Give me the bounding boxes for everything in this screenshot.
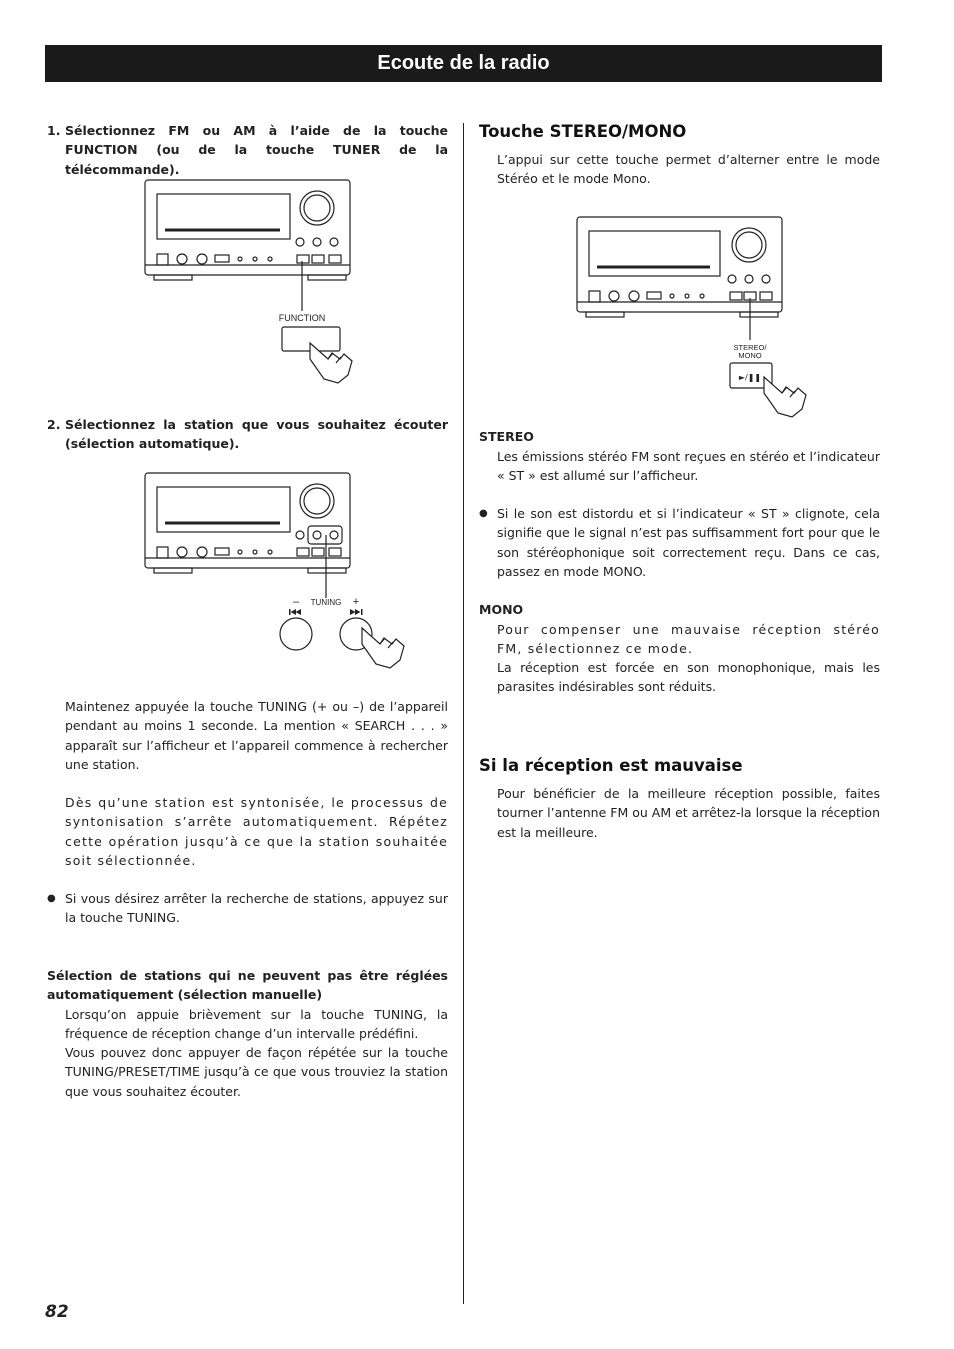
mono-paragraph-1: Pour compenser une mauvaise réception stéréo FM, sélectionnez ce mode. [497,622,880,657]
stop-search-bullet [47,889,448,928]
tuning-paragraph-1: Maintenez appuyée la touche TUNING (+ ou –) de l’appareil pendant au moins 1 seconde. La mention « SEARCH . . . » apparaît sur l’afficheur et l’appareil commence à rechercher une station. [65,699,448,773]
bullet-text: Si le son est distordu et si l’indicateur « ST » clignote, cela signifie que le signal n’est pas suffisamment fort pour que le son stéréophonique soit correctement reçu. Dans ce cas, passez en mode MONO. [497,506,880,580]
function-label: FUNCTION [278,313,326,323]
stereo-mono-heading: Touche STEREO/MONO [479,122,687,141]
device-figure-tuning [140,468,410,673]
stereo-text: Les émissions stéréo FM sont reçues en stéréo et l’indicateur « ST » est allumé sur l’afficheur. [497,449,880,484]
stereo-label-line1: STEREO/ [733,343,767,352]
tuning-minus-label: – [292,596,300,608]
column-divider [463,123,464,1304]
mono-heading: MONO [479,602,524,617]
step-number: 1. [47,123,61,138]
pointing-hand-icon [310,343,352,383]
page-number: 82 [45,1302,69,1322]
pointing-hand-icon [764,377,806,417]
manual-paragraph-1: Lorsqu’on appuie brièvement sur la touche TUNING, la fréquence de réception change d’un intervalle prédéfini. [65,1007,448,1042]
manual-selection-heading: Sélection de stations qui ne peuvent pas être réglées automatiquement (sélection manuelle) [47,968,448,1003]
stereo-mono-intro: L’appui sur cette touche permet d’alterner entre le mode Stéréo et le mode Mono. [497,152,880,187]
page-title: Ecoute de la radio [45,45,882,82]
tuning-label: TUNING [310,598,342,607]
play-pause-icon: ►/❚❚ [738,373,762,382]
tuning-plus-label: + [352,596,360,608]
bullet-dot-icon: ● [479,508,488,519]
device-figure-stereo-mono [572,212,812,417]
step-text: Sélectionnez FM ou AM à l’aide de la touche FUNCTION (ou de la touche TUNER de la télécommande). [65,123,448,177]
pointing-hand-icon [362,628,404,668]
device-figure-function [140,175,360,385]
mono-paragraph-2: La réception est forcée en son monophonique, mais les parasites indésirables sont réduits. [497,660,880,695]
step-1 [47,121,448,179]
step-number: 2. [47,417,61,432]
bullet-text: Si vous désirez arrêter la recherche de stations, appuyez sur la touche TUNING. [65,891,448,926]
stereo-label-line2: MONO [738,351,762,360]
step-text: Sélectionnez la station que vous souhaitez écouter (sélection automatique). [65,417,448,452]
bullet-dot-icon: ● [47,893,56,904]
step-2 [47,415,448,454]
stereo-heading: STEREO [479,429,534,444]
stereo-bullet [479,504,880,582]
bad-reception-text: Pour bénéficier de la meilleure réception possible, faites tourner l’antenne FM ou AM et arrêtez-la lorsque la réception est la meilleure. [497,786,880,840]
bad-reception-heading: Si la réception est mauvaise [479,756,743,775]
tuning-paragraph-2: Dès qu’une station est syntonisée, le processus de syntonisation s’arrête automatiquement. Répétez cette opération jusqu’à ce que la station souhaitée soit sélectionnée. [65,795,448,869]
manual-paragraph-2: Vous pouvez donc appuyer de façon répétée sur la touche TUNING/PRESET/TIME jusqu’à ce que vous trouviez la station que vous souhaitez écouter. [65,1045,448,1099]
skip-back-icon [289,609,301,615]
skip-forward-icon [350,609,363,615]
